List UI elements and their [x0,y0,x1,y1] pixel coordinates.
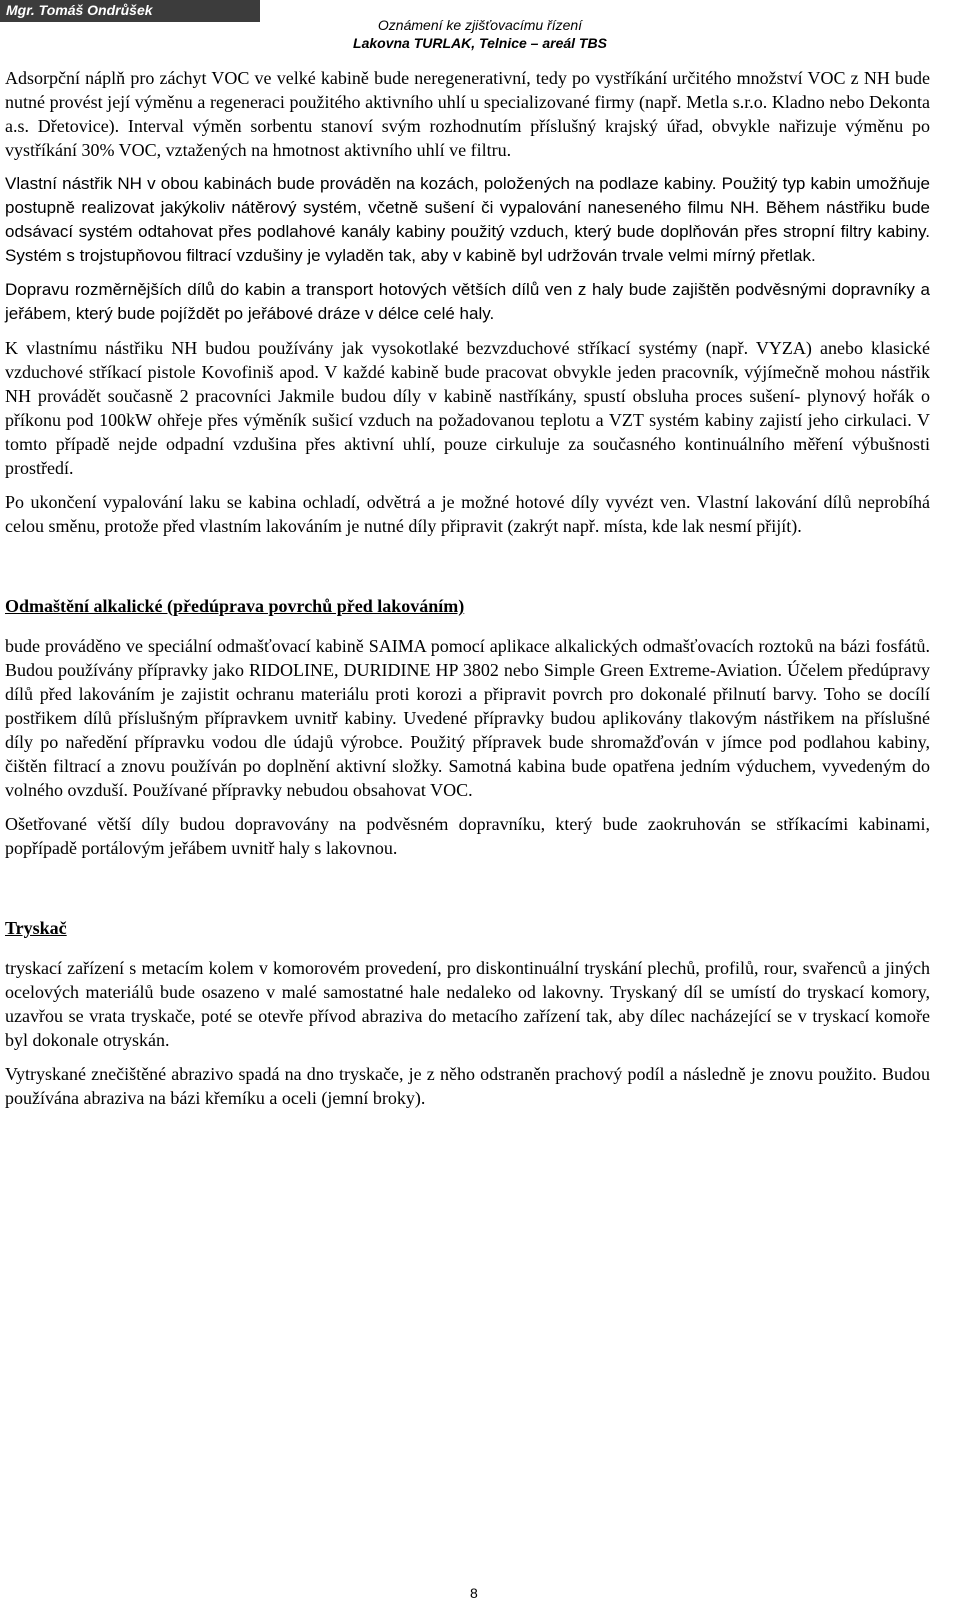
paragraph-cooling: Po ukončení vypalování laku se kabina ochladí, odvětrá a je možné hotové díly vyvézt ven. Vlastní lakování dílů neprobíhá celou směnu, protože před vlastním lakováním je nutné díly připravit (zakrýt např. místa, kde lak nesmí přijít). [5,492,930,536]
heading-blaster: Tryskač [5,918,67,938]
header-line-2: Lakovna TURLAK, Telnice – areál TBS [353,35,607,51]
header-author: Mgr. Tomáš Ondrůšek [0,0,260,22]
paragraph-blaster: tryskací zařízení s metacím kolem v komorovém provedení, pro diskontinuální tryskání plechů, profilů, rour, svařenců a jiných ocelových materiálů bude osazeno v malé samostatné hale nedaleko od lakovny. Tryskaný díl se umístí do tryskací komory, uzavřou se vrata tryskače, poté se otevře přívod abraziva do metacího zařízení tak, aby dílec nacházející se v tryskací komoře byl dokonale otryskán. [5,958,930,1050]
paragraph-spray-systems: K vlastnímu nástřiku NH budou používány jak vysokotlaké bezvzduchové stříkací systémy (např. VYZA) anebo klasické vzduchové stříkací pistole Kovofiniš apod. V každé kabině bude pracovat obvykle jeden pracovník, výjímečně mohou nástřik NH provádět současně 2 pracovníci Jakmile budou díly v kabině nastříkány, spustí obsluha proces sušení- plynový hořák o příkonu pod 100kW ohřeje přes výměník sušicí vzduch na požadovanou teplotu a VZT systém kabiny zajistí jeho cirkulaci. V tomto případě nejde odpadní vzdušina přes aktivní uhlí, pouze cirkuluje za současného kontinuálního měření výbušnosti prostředí. [5,338,930,478]
paragraph-abrasive: Vytryskané znečištěné abrazivo spadá na dno tryskače, je z něho odstraněn prachový podíl a následně je znovu použito. Budou používána abraziva na bázi křemíku a oceli (jemní broky). [5,1064,930,1108]
paragraph-degreasing: bude prováděno ve speciální odmašťovací kabině SAIMA pomocí aplikace alkalických odmašťovacích roztoků na bázi fosfátů. Budou používány přípravky jako RIDOLINE, DURIDINE HP 3802 nebo Simple Green Extreme-Aviation. Účelem předúpravy dílů před lakováním je zajistit ochranu materiálu proti korozi a připravit povrch pro dokonalé přilnutí barvy. Toho se docílí postřikem dílů příslušným přípravkem uvnitř kabiny. Uvedené přípravky budou aplikovány tlakovým nástřikem na příslušné díly po naředění přípravku vodou dle údajů výrobce. Použitý přípravek bude shromažďován v jímce pod podlahou kabiny, čištěn filtrací a znovu používán po doplnění aktivní složky. Samotná kabina bude opatřena jedním výduchem, vyvedeným do volného ovzduší. Používané přípravky nebudou obsahovat VOC. [5,636,930,800]
header-line-1: Oznámení ke zjišťovacímu řízení [377,17,583,33]
page-number: 8 [470,1585,478,1601]
body-content [5,66,930,1120]
paragraph-spraying: Vlastní nástřik NH v obou kabinách bude prováděn na kozách, položených na podlaze kabiny. Použitý typ kabin umožňuje postupně realizovat jakýkoliv nátěrový systém, včetně sušení či vypalování naneseného filmu NH. Během nástřiku bude odsávací systém odtahovat přes podlahové kanály kabiny použitý vzduch, který bude doplňován přes stropní filtry kabiny. Systém s trojstupňovou filtrací vzdušiny je vyladěn tak, aby v kabině byl udržován trvale velmi mírný přetlak. [5,174,930,265]
header-title-block [200,16,760,52]
paragraph-adsorption: Adsorpční náplň pro záchyt VOC ve velké kabině bude neregenerativní, tedy po vystříkání určitého množství VOC z NH bude nutné provést její výměnu a regeneraci použitého aktivního uhlí u specializované firmy (např. Metla s.r.o. Kladno nebo Dekonta a.s. Dřetovice). Interval výměn sorbentu stanoví svým rozhodnutím příslušný krajský úřad, obvykle nařizuje výměnu po vystříkání 30% VOC, vztažených na hmotnost aktivního uhlí ve filtru. [5,68,930,160]
paragraph-degreasing-conveyor: Ošetřované větší díly budou dopravovány na podvěsném dopravníku, který bude zaokruhován se stříkacími kabinami, popřípadě portálovým jeřábem uvnitř haly s lakovnou. [5,814,930,858]
paragraph-transport: Dopravu rozměrnějších dílů do kabin a transport hotových větších dílů ven z haly bude zajištěn podvěsnými dopravníky a jeřábem, který bude pojíždět po jeřábové dráze v délce celé haly. [5,280,930,323]
heading-degreasing: Odmaštění alkalické (předúprava povrchů před lakováním) [5,596,465,616]
